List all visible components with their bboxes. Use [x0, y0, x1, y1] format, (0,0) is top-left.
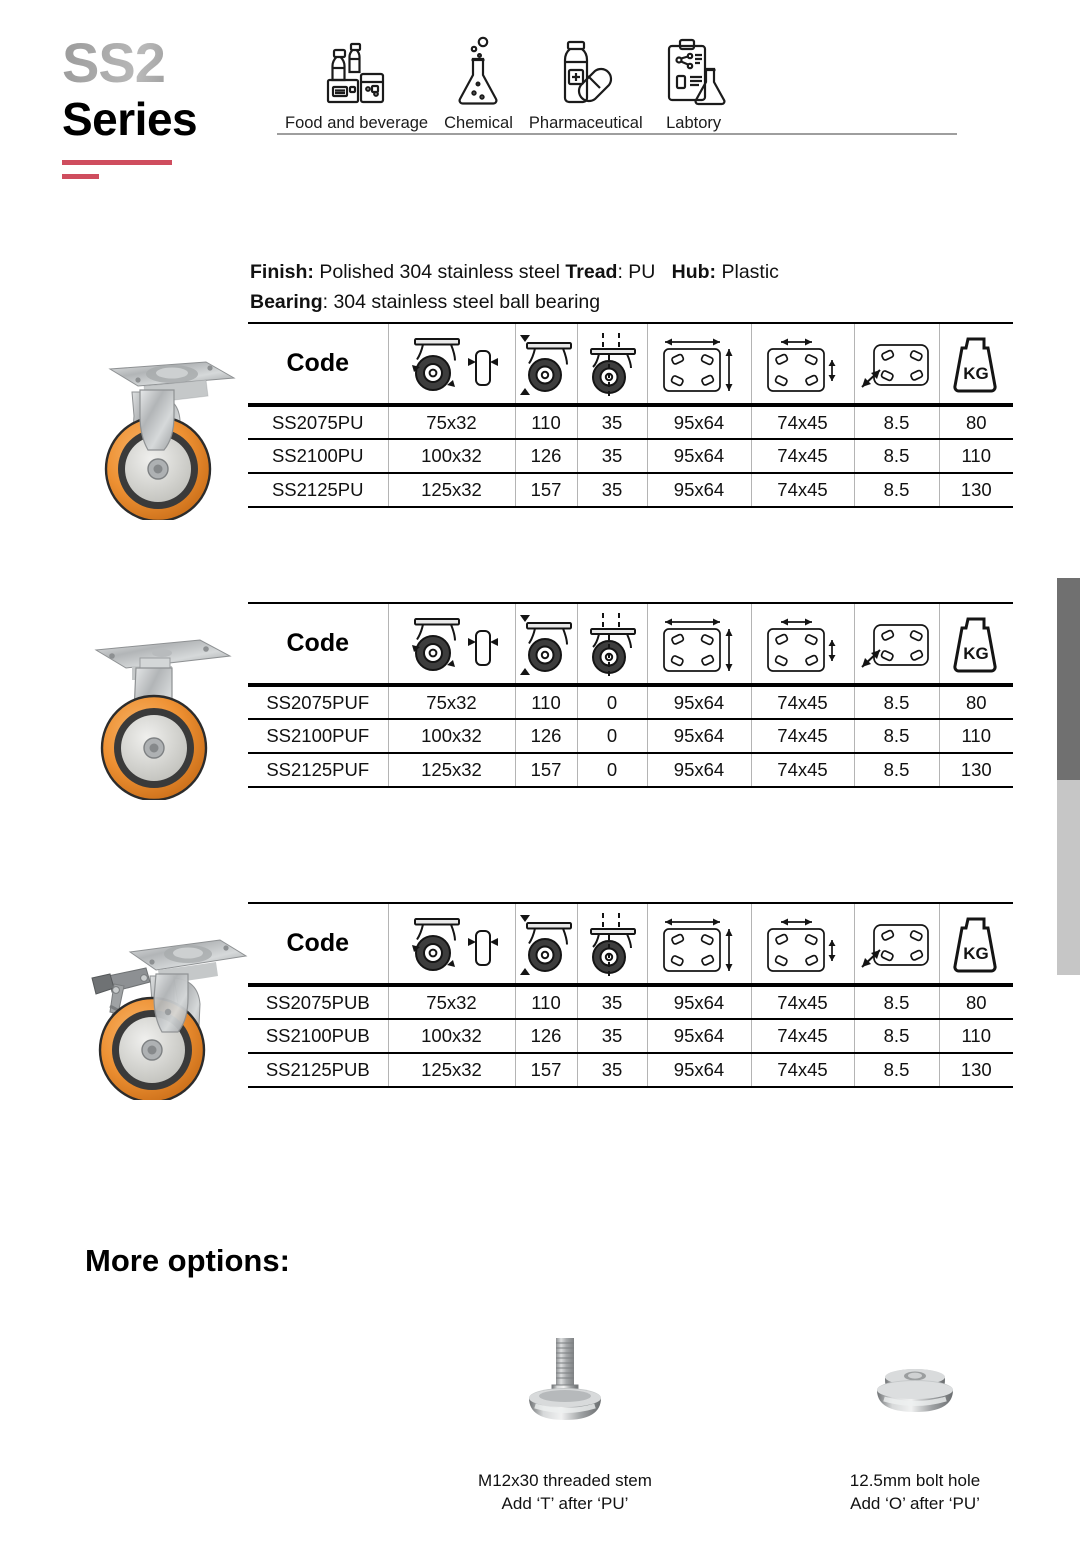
column-header-load-capacity	[939, 903, 1013, 985]
column-header-swivel-offset	[577, 603, 647, 685]
cell-swivel-offset: 35	[577, 405, 647, 439]
cell-swivel-offset: 0	[577, 753, 647, 787]
accent-rule-long	[62, 160, 172, 165]
cell-load-capacity: 80	[939, 405, 1013, 439]
column-header-code: Code	[248, 603, 388, 685]
table-row	[248, 1053, 1013, 1087]
cell-overall-height: 157	[515, 473, 577, 507]
option-caption-line2: Add ‘O’ after ‘PU’	[850, 1494, 980, 1513]
kg-label: KG	[963, 643, 989, 663]
cell-bolt-hole-spacing: 74x45	[751, 439, 854, 473]
category-label: Labtory	[666, 114, 722, 132]
medicine-bottle-and-capsule-icon	[550, 36, 622, 108]
category-chemical	[436, 36, 521, 133]
cell-code: SS2075PU	[248, 405, 388, 439]
cell-bolt-hole-spacing: 74x45	[751, 473, 854, 507]
option-threaded-stem	[420, 1330, 710, 1515]
cell-load-capacity: 80	[939, 985, 1013, 1019]
load-capacity-kg-icon	[940, 605, 1014, 683]
column-header-plate-size	[647, 903, 751, 985]
table-row	[248, 473, 1013, 507]
table-header-row	[248, 323, 1013, 405]
option-caption-line1: M12x30 threaded stem	[478, 1471, 652, 1490]
cell-bolt-hole-diameter: 8.5	[854, 1019, 939, 1053]
cell-overall-height: 126	[515, 439, 577, 473]
option-bolt-hole	[770, 1330, 1060, 1515]
hub-value: Plastic	[721, 261, 779, 283]
category-list	[277, 36, 957, 133]
cell-load-capacity: 130	[939, 1053, 1013, 1087]
table-header-row	[248, 903, 1013, 985]
braked-swivel-caster-photo	[82, 930, 252, 1100]
cell-swivel-offset: 35	[577, 473, 647, 507]
page-header	[0, 0, 1080, 200]
cell-swivel-offset: 35	[577, 439, 647, 473]
cell-wheel-size: 100x32	[388, 1019, 515, 1053]
specification-text	[250, 257, 779, 317]
cell-swivel-offset: 35	[577, 1053, 647, 1087]
cell-overall-height: 110	[515, 985, 577, 1019]
cell-overall-height: 157	[515, 753, 577, 787]
table-row	[248, 1019, 1013, 1053]
cell-plate-size: 95x64	[647, 753, 751, 787]
column-header-code: Code	[248, 903, 388, 985]
spec-table-braked	[248, 902, 1013, 1088]
cell-wheel-size: 75x32	[388, 685, 515, 719]
column-header-load-capacity	[939, 323, 1013, 405]
cell-bolt-hole-diameter: 8.5	[854, 753, 939, 787]
cell-code: SS2075PUF	[248, 685, 388, 719]
wheel-diameter-width-icon	[389, 605, 515, 683]
spec-line-2	[250, 287, 779, 317]
bearing-label: Bearing	[250, 291, 323, 313]
column-header-swivel-offset	[577, 903, 647, 985]
scrollbar-thumb[interactable]	[1057, 578, 1080, 780]
option-caption	[478, 1469, 652, 1515]
cell-overall-height: 157	[515, 1053, 577, 1087]
overall-height-icon	[516, 325, 577, 403]
cell-swivel-offset: 0	[577, 719, 647, 753]
cell-wheel-size: 100x32	[388, 719, 515, 753]
cell-bolt-hole-diameter: 8.5	[854, 1053, 939, 1087]
column-header-wheel-size	[388, 323, 515, 405]
column-header-bolt-hole-diameter	[854, 323, 939, 405]
column-header-plate-size	[647, 603, 751, 685]
option-caption-line1: 12.5mm bolt hole	[849, 1471, 981, 1490]
swivel-offset-icon	[578, 605, 647, 683]
cell-load-capacity: 130	[939, 473, 1013, 507]
tread-value: : PU	[617, 261, 656, 283]
bearing-value: : 304 stainless steel ball bearing	[322, 291, 601, 313]
cell-bolt-hole-spacing: 74x45	[751, 685, 854, 719]
column-header-bolt-hole-diameter	[854, 903, 939, 985]
cell-plate-size: 95x64	[647, 473, 751, 507]
column-header-bolt-hole-spacing	[751, 323, 854, 405]
bolt-hole-stem-photo	[840, 1330, 990, 1455]
cell-plate-size: 95x64	[647, 985, 751, 1019]
finish-value: Polished 304 stainless steel	[319, 261, 560, 283]
cell-plate-size: 95x64	[647, 439, 751, 473]
bolt-hole-diameter-icon	[855, 905, 939, 983]
cell-bolt-hole-diameter: 8.5	[854, 685, 939, 719]
more-options-title: More options:	[85, 1243, 290, 1278]
hub-label: Hub:	[671, 261, 717, 283]
category-label: Food and beverage	[285, 114, 429, 132]
cell-bolt-hole-spacing: 74x45	[751, 719, 854, 753]
category-food-and-beverage	[277, 36, 436, 133]
swivel-offset-icon	[578, 325, 647, 403]
table-row	[248, 753, 1013, 787]
cell-load-capacity: 80	[939, 685, 1013, 719]
table-row	[248, 685, 1013, 719]
cell-plate-size: 95x64	[647, 719, 751, 753]
cell-code: SS2075PUB	[248, 985, 388, 1019]
cell-code: SS2100PUB	[248, 1019, 388, 1053]
cell-overall-height: 126	[515, 1019, 577, 1053]
cell-swivel-offset: 35	[577, 1019, 647, 1053]
cell-bolt-hole-spacing: 74x45	[751, 1019, 854, 1053]
cell-bolt-hole-spacing: 74x45	[751, 405, 854, 439]
accent-rule-short	[62, 174, 99, 179]
cell-load-capacity: 110	[939, 1019, 1013, 1053]
more-options-list	[420, 1330, 1060, 1515]
model-title: SS2	[62, 34, 272, 92]
threaded-stem-photo	[490, 1330, 640, 1455]
column-header-wheel-size	[388, 903, 515, 985]
cell-load-capacity: 110	[939, 439, 1013, 473]
cell-bolt-hole-diameter: 8.5	[854, 473, 939, 507]
spec-table-swivel	[248, 322, 1013, 508]
bolt-hole-diameter-icon	[855, 325, 939, 403]
column-header-overall-height	[515, 603, 577, 685]
overall-height-icon	[516, 905, 577, 983]
kg-label: KG	[963, 363, 989, 383]
swivel-offset-icon	[578, 905, 647, 983]
cell-plate-size: 95x64	[647, 685, 751, 719]
cell-bolt-hole-spacing: 74x45	[751, 985, 854, 1019]
table-row	[248, 985, 1013, 1019]
cell-bolt-hole-diameter: 8.5	[854, 985, 939, 1019]
table-row	[248, 719, 1013, 753]
brand-block	[62, 31, 272, 179]
scrollbar-track[interactable]	[1057, 780, 1080, 975]
cell-code: SS2100PUF	[248, 719, 388, 753]
column-header-wheel-size	[388, 603, 515, 685]
cell-wheel-size: 125x32	[388, 753, 515, 787]
overall-height-icon	[516, 605, 577, 683]
header-divider	[277, 133, 957, 135]
load-capacity-kg-icon	[940, 905, 1014, 983]
load-capacity-kg-icon	[940, 325, 1014, 403]
category-label: Chemical	[444, 114, 513, 132]
cell-bolt-hole-diameter: 8.5	[854, 719, 939, 753]
cell-code: SS2100PU	[248, 439, 388, 473]
cell-bolt-hole-diameter: 8.5	[854, 405, 939, 439]
cell-bolt-hole-spacing: 74x45	[751, 1053, 854, 1087]
clipboard-and-flask-icon	[659, 36, 729, 108]
kg-label: KG	[963, 943, 989, 963]
cell-wheel-size: 75x32	[388, 405, 515, 439]
cell-swivel-offset: 0	[577, 685, 647, 719]
table-body	[248, 685, 1013, 787]
cell-code: SS2125PU	[248, 473, 388, 507]
table-row	[248, 439, 1013, 473]
column-header-bolt-hole-diameter	[854, 603, 939, 685]
cell-plate-size: 95x64	[647, 1019, 751, 1053]
option-caption	[850, 1469, 980, 1515]
cell-wheel-size: 75x32	[388, 985, 515, 1019]
column-header-bolt-hole-spacing	[751, 603, 854, 685]
spec-line-1	[250, 257, 779, 287]
tread-label: Tread	[565, 261, 618, 283]
bolt-hole-spacing-icon	[752, 605, 854, 683]
series-title: Series	[62, 93, 198, 145]
category-label: Pharmaceutical	[528, 114, 643, 132]
category-pharmaceutical	[521, 36, 651, 133]
category-labtory	[651, 36, 737, 133]
column-header-overall-height	[515, 903, 577, 985]
cell-overall-height: 110	[515, 685, 577, 719]
column-header-swivel-offset	[577, 323, 647, 405]
table-header-row	[248, 603, 1013, 685]
cell-swivel-offset: 35	[577, 985, 647, 1019]
bolt-hole-diameter-icon	[855, 605, 939, 683]
table-body	[248, 405, 1013, 507]
finish-label: Finish:	[250, 261, 314, 283]
bolt-hole-spacing-icon	[752, 325, 854, 403]
cell-overall-height: 110	[515, 405, 577, 439]
cell-wheel-size: 125x32	[388, 1053, 515, 1087]
erlenmeyer-flask-icon	[449, 36, 509, 108]
swivel-caster-photo	[82, 350, 252, 520]
column-header-code: Code	[248, 323, 388, 405]
column-header-bolt-hole-spacing	[751, 903, 854, 985]
vertical-scrollbar[interactable]	[1057, 578, 1080, 975]
cell-load-capacity: 110	[939, 719, 1013, 753]
bottles-and-crate-icon	[318, 36, 396, 108]
wheel-diameter-width-icon	[389, 905, 515, 983]
column-header-overall-height	[515, 323, 577, 405]
cell-wheel-size: 100x32	[388, 439, 515, 473]
plate-size-icon	[648, 905, 751, 983]
table-row	[248, 405, 1013, 439]
column-header-load-capacity	[939, 603, 1013, 685]
cell-plate-size: 95x64	[647, 405, 751, 439]
column-header-plate-size	[647, 323, 751, 405]
cell-bolt-hole-diameter: 8.5	[854, 439, 939, 473]
bolt-hole-spacing-icon	[752, 905, 854, 983]
table-body	[248, 985, 1013, 1087]
plate-size-icon	[648, 605, 751, 683]
option-caption-line2: Add ‘T’ after ‘PU’	[501, 1494, 629, 1513]
cell-code: SS2125PUB	[248, 1053, 388, 1087]
wheel-diameter-width-icon	[389, 325, 515, 403]
cell-wheel-size: 125x32	[388, 473, 515, 507]
spec-table-rigid	[248, 602, 1013, 788]
cell-code: SS2125PUF	[248, 753, 388, 787]
cell-bolt-hole-spacing: 74x45	[751, 753, 854, 787]
cell-load-capacity: 130	[939, 753, 1013, 787]
cell-plate-size: 95x64	[647, 1053, 751, 1087]
rigid-caster-photo	[82, 630, 252, 800]
plate-size-icon	[648, 325, 751, 403]
cell-overall-height: 126	[515, 719, 577, 753]
